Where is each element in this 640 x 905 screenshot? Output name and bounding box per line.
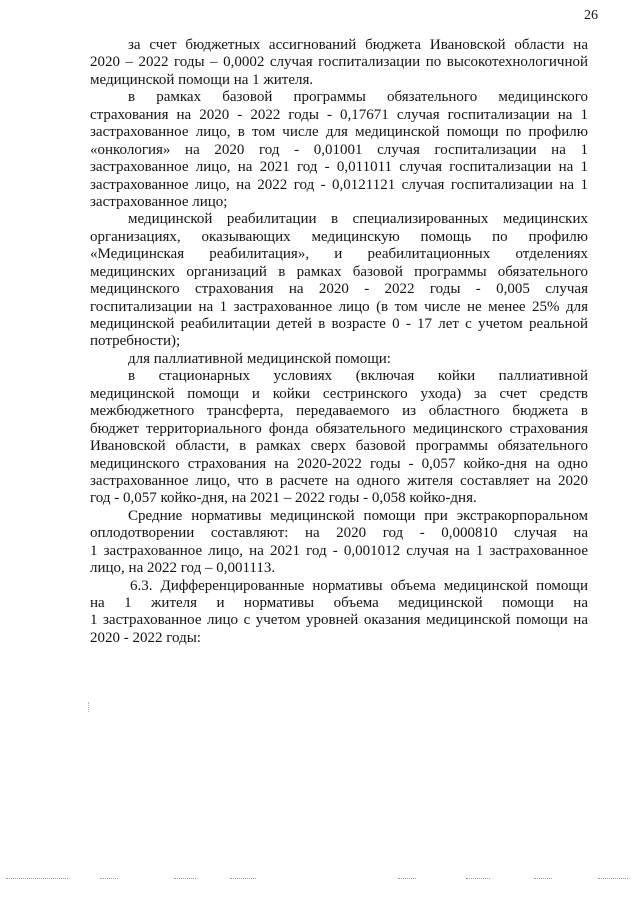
scan-footer-artifacts	[0, 878, 640, 890]
text-line: 6.3. Дифференцированные нормативы объема медицинской помощи	[130, 577, 588, 594]
paragraph-palliative-inpatient	[90, 368, 588, 508]
text-line: за счет бюджетных ассигнований бюджета Ивановской области на	[128, 37, 588, 53]
text-line: год - 0,057 койко-дня, на 2021 – 2022 годы - 0,058 койко-дня.	[90, 490, 477, 507]
text-line: застрахованное лицо, на 2022 год - 0,0121121 случая госпитализации на 1	[90, 176, 588, 193]
paragraph-ivf-standards	[90, 508, 588, 578]
document-body	[90, 37, 588, 647]
text-line: межбюджетного трансферта, передаваемого из областного бюджета в	[90, 403, 588, 420]
scan-artifact	[6, 878, 68, 881]
text-line: на 1 жителя и нормативы объема медицинской помощи на	[90, 595, 588, 611]
page-number: 26	[584, 8, 598, 23]
paragraph-rehabilitation	[90, 211, 588, 351]
text-line: «онкология» на 2020 год - 0,01001 случая госпитализации на 1	[90, 141, 588, 158]
text-line: застрахованное лицо, в том числе для медицинской помощи по профилю	[90, 124, 588, 141]
text-line: медицинской реабилитации детей в возрасте 0 - 17 лет с учетом реальной	[90, 316, 588, 332]
text-line: «Медицинская реабилитация», и реабилитационных отделениях	[90, 246, 588, 263]
text-line: 1 застрахованное лицо, на 2021 год - 0,001012 случая на 1 застрахованное	[90, 542, 588, 559]
text-line: организациях, оказывающих медицинскую помощь по профилю	[90, 228, 588, 245]
text-line: Средние нормативы медицинской помощи при экстракорпоральном	[128, 507, 588, 524]
paragraph-basic-program-hospitalization	[90, 89, 588, 211]
scan-artifact	[598, 878, 628, 881]
scan-artifact	[534, 878, 552, 881]
text-line: 2020 - 2022 годы:	[90, 629, 201, 646]
text-line: застрахованное лицо, на 2021 год - 0,011011 случая госпитализации на 1	[90, 159, 588, 176]
paragraph-budget-high-tech	[90, 37, 588, 89]
text-line: застрахованное лицо, что в расчете на одного жителя составляет на 2020	[90, 472, 588, 489]
text-line: медицинской помощи и койки сестринского ухода) за счет средств	[90, 385, 588, 402]
scan-artifact	[100, 878, 118, 881]
text-line: застрахованное лицо;	[90, 193, 228, 210]
text-line: потребности);	[90, 333, 181, 350]
text-line: бюджет территориального фонда обязательного медицинского страхования	[90, 420, 588, 437]
text-line: 2020 – 2022 годы – 0,0002 случая госпитализации по высокотехнологичной	[90, 54, 588, 71]
text-line: Ивановской области, в рамках сверх базовой программы обязательного	[90, 438, 588, 455]
text-line: медицинской реабилитации в специализированных медицинских	[128, 211, 588, 228]
paragraph-palliative-heading	[90, 351, 588, 368]
scan-artifact	[230, 878, 256, 881]
scan-artifact	[466, 878, 490, 881]
text-line: в рамках базовой программы обязательного медицинского	[128, 89, 588, 106]
text-line: оплодотворении составляют: на 2020 год - 0,000810 случая на	[90, 525, 588, 542]
text-line: 1 застрахованное лицо с учетом уровней оказания медицинской помощи на	[90, 612, 588, 629]
text-line: страхования на 2020 - 2022 годы - 0,17671 случая госпитализации на 1	[90, 106, 588, 123]
text-line: медицинских организаций в рамках базовой программы обязательного	[90, 263, 588, 280]
scan-artifact	[398, 878, 416, 881]
text-line: медицинского страхования на 2020 - 2022 годы - 0,005 случая	[90, 281, 588, 298]
paragraph-section-6-3	[90, 578, 588, 648]
scan-artifact	[88, 702, 90, 712]
text-line: в стационарных условиях (включая койки паллиативной	[128, 368, 588, 385]
text-line: госпитализации на 1 застрахованное лицо (в том числе не менее 25% для	[90, 298, 588, 315]
text-line: медицинской помощи на 1 жителя.	[90, 71, 314, 88]
text-line: для паллиативной медицинской помощи:	[128, 350, 391, 367]
scan-artifact	[174, 878, 196, 881]
text-line: лицо, на 2022 год – 0,001113.	[90, 560, 276, 577]
text-line: медицинского страхования на 2020-2022 годы - 0,057 койко-дня на одно	[90, 455, 588, 472]
